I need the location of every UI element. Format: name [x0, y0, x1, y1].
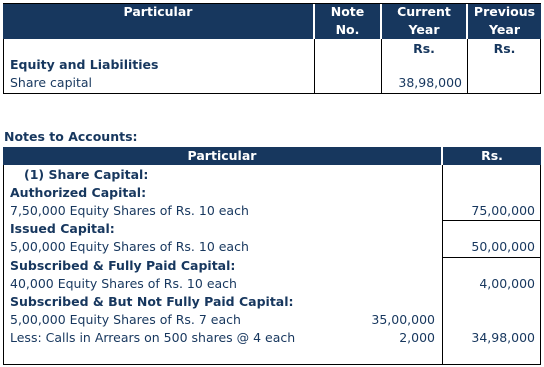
subscribed-full-amount: 4,00,000: [479, 276, 535, 291]
bs-row-current-value: 38,98,000: [398, 75, 462, 90]
bs-section-heading: Equity and Liabilities: [10, 57, 159, 72]
calls-in-arrears-label: Less: Calls in Arrears on 500 shares @ 4 each: [10, 330, 296, 345]
bs-header-previous: Previous Year: [468, 3, 541, 39]
subscribed-partial-heading: Subscribed & But Not Fully Paid Capital:: [10, 294, 294, 309]
subscribed-partial-inner-amount: 35,00,000: [371, 312, 435, 327]
calls-in-arrears-net-amount: 34,98,000: [471, 330, 535, 345]
notes-heading: Notes to Accounts:: [4, 129, 138, 144]
bs-divider: [3, 3, 541, 4]
subscribed-partial-detail: 5,00,000 Equity Shares of Rs. 7 each: [10, 312, 241, 327]
bs-divider: [314, 39, 315, 94]
authorized-detail: 7,50,000 Equity Shares of Rs. 10 each: [10, 203, 249, 218]
bs-row-label: Share capital: [10, 75, 93, 90]
subscribed-full-detail: 40,000 Equity Shares of Rs. 10 each: [10, 276, 237, 291]
notes-divider: [442, 220, 541, 221]
issued-amount: 50,00,000: [471, 239, 535, 254]
bs-header-particular: Particular: [3, 3, 313, 39]
calls-in-arrears-inner-amount: 2,000: [399, 330, 435, 345]
share-capital-title: (1) Share Capital:: [24, 167, 149, 182]
authorized-heading: Authorized Capital:: [10, 185, 147, 200]
issued-heading: Issued Capital:: [10, 221, 115, 236]
bs-currency-previous: Rs.: [493, 41, 516, 56]
notes-header-particular: Particular: [3, 147, 441, 165]
authorized-amount: 75,00,000: [471, 203, 535, 218]
subscribed-full-heading: Subscribed & Fully Paid Capital:: [10, 258, 236, 273]
notes-divider: [442, 257, 541, 258]
bs-currency-current: Rs.: [413, 41, 435, 56]
notes-header-rs: Rs.: [443, 147, 541, 165]
issued-detail: 5,00,000 Equity Shares of Rs. 10 each: [10, 239, 249, 254]
bs-header-current: Current Year: [382, 3, 466, 39]
bs-header-note: Note No.: [315, 3, 380, 39]
